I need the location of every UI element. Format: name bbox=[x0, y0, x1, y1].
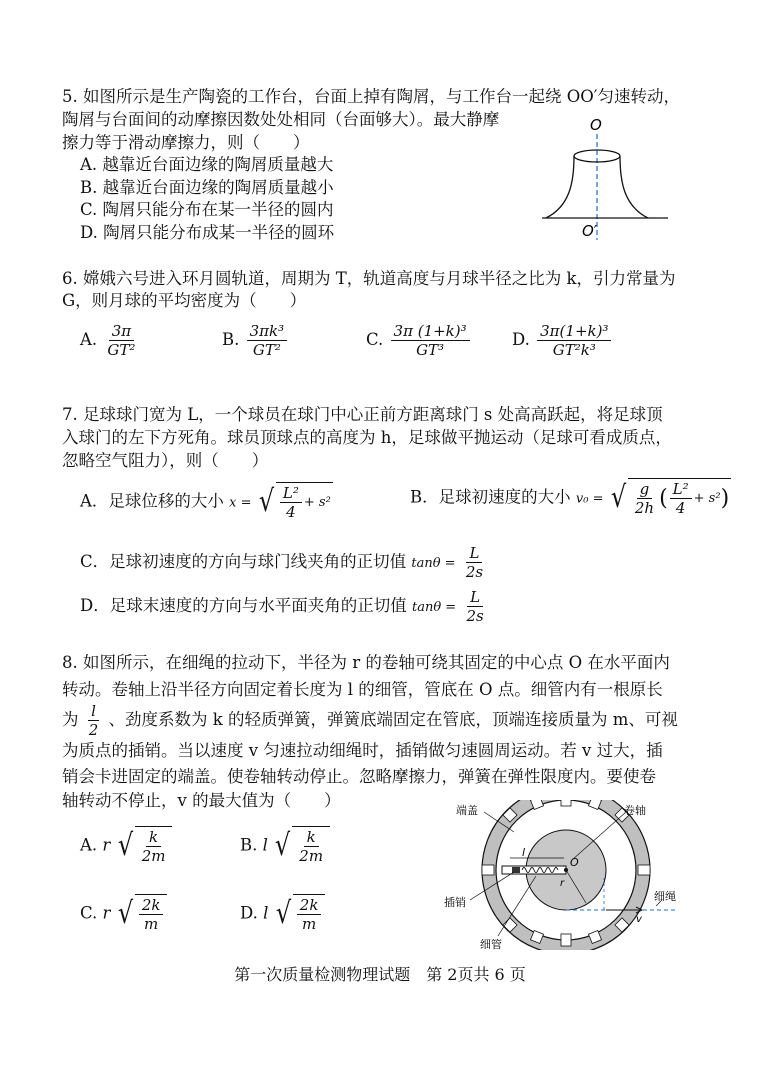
q8-option-b: B. l √ $\frac{k}{2m}$ bbox=[240, 826, 330, 866]
q7-b-frac-den: 4 bbox=[675, 499, 686, 517]
q8-line3-pre: 为 bbox=[62, 710, 79, 729]
q8-fig-r: r bbox=[560, 878, 565, 889]
q8-fig-l: l bbox=[522, 846, 526, 859]
q7-c-den: 2s bbox=[465, 563, 484, 581]
q7-c-num: L bbox=[466, 544, 482, 563]
q6-d-den: GT²k³ bbox=[552, 341, 596, 359]
q8-b-coef: l bbox=[262, 835, 268, 855]
q7-line2: 入球门的左下方死角。球员顶球点的高度为 h，足球做平抛运动（足球可看成质点， bbox=[62, 428, 672, 447]
q7-option-d-lhs: tanθ = bbox=[411, 600, 457, 615]
q8-line3-den: 2 bbox=[88, 721, 99, 739]
q7-option-a-lhs: x = bbox=[229, 495, 252, 511]
q6-option-a-label: A. bbox=[80, 330, 98, 349]
q6-option-c-label: C. bbox=[366, 330, 384, 349]
q6-option-b bbox=[222, 322, 289, 359]
q8-fig-rope-label: 细绳 bbox=[654, 890, 676, 903]
q6-b-num: 3πk³ bbox=[247, 322, 288, 341]
q8-a-den: 2m bbox=[141, 847, 166, 865]
q7-a-plus-s2: + s² bbox=[303, 494, 331, 510]
q8-option-d-label: D. bbox=[240, 903, 258, 923]
q6-a-den: GT² bbox=[107, 341, 136, 359]
q7-b-frac-2h: 2h bbox=[634, 499, 655, 517]
q8-line3-num: l bbox=[88, 702, 99, 721]
q5-figure-label-o: O bbox=[590, 116, 602, 134]
q8-line1: 8. 如图所示，在细绳的拉动下，半径为 r 的卷轴可绕其固定的中心点 O 在水平面内 bbox=[62, 653, 670, 672]
q7-option-a-text: A．足球位移的大小 bbox=[80, 491, 224, 511]
q8-line6: 轴转动不停止，v 的最大值为（ ） bbox=[62, 791, 341, 810]
q5-line2: 陶屑与台面间的动摩擦因数处处相同（台面够大）。最大静摩 bbox=[62, 110, 500, 129]
q8-b-num: k bbox=[304, 828, 319, 847]
q7-option-d-text: D．足球末速度的方向与水平面夹角的正切值 bbox=[80, 596, 407, 615]
q5-option-a: A. 越靠近台面边缘的陶屑质量越大 bbox=[80, 155, 334, 174]
q7-option-c bbox=[80, 544, 488, 581]
q8-figure-spool bbox=[440, 800, 700, 950]
q6-a-num: 3π bbox=[109, 322, 134, 341]
q8-c-coef: r bbox=[102, 903, 111, 923]
q6-option-d-label: D. bbox=[512, 330, 530, 349]
q6-line1: 6. 嫦娥六号进入环月圆轨道，周期为 T，轨道高度与月球半径之比为 k，引力常量为 bbox=[62, 269, 676, 288]
q7-line3: 忽略空气阻力），则（ ） bbox=[62, 451, 269, 470]
q8-fig-spool-label: 卷轴 bbox=[624, 804, 646, 817]
q6-option-b-label: B. bbox=[222, 330, 240, 349]
q6-line2: G，则月球的平均密度为（ ） bbox=[62, 291, 307, 310]
q5-line1: 5. 如图所示是生产陶瓷的工作台，台面上掉有陶屑，与工作台一起绕 OO′匀速转动， bbox=[62, 87, 681, 106]
q7-b-plus-s2: + s² bbox=[693, 490, 721, 506]
q8-line2: 转动。卷轴上沿半径方向固定着长度为 l 的细管，管底在 O 点。细管内有一根原长 bbox=[62, 680, 663, 699]
q7-line1: 7. 足球球门宽为 L，一个球员在球门中心正前方距离球门 s 处高高跃起，将足球顶 bbox=[62, 405, 663, 424]
q8-fig-end-cap-label: 端盖 bbox=[456, 804, 478, 817]
q7-option-d bbox=[80, 588, 489, 625]
q8-b-den: 2m bbox=[299, 847, 324, 865]
q7-a-frac-num: L² bbox=[280, 484, 302, 503]
q7-option-b-lhs: v₀ = bbox=[575, 491, 604, 507]
q5-line3: 擦力等于滑动摩擦力，则（ ） bbox=[62, 133, 310, 152]
q5-figure-turntable bbox=[540, 112, 680, 242]
q8-option-c: C. r √ $\frac{2k}{m}$ bbox=[80, 894, 167, 934]
q7-d-num: L bbox=[467, 588, 483, 607]
page-footer: 第一次质量检测物理试题 第 2页共 6 页 bbox=[234, 965, 526, 984]
q7-option-b bbox=[410, 478, 731, 518]
q8-fig-v: v bbox=[636, 914, 642, 925]
q8-option-a-label: A. bbox=[80, 835, 98, 855]
q8-fig-tube-label: 细管 bbox=[480, 938, 502, 950]
q8-line3 bbox=[62, 702, 678, 739]
q7-option-c-text: C．足球初速度的方向与球门线夹角的正切值 bbox=[80, 552, 407, 571]
q8-c-num: 2k bbox=[139, 896, 164, 915]
q8-c-den: m bbox=[144, 915, 159, 933]
q8-option-a: A. r √ $\frac{k}{2m}$ bbox=[80, 826, 172, 866]
q8-a-coef: r bbox=[102, 835, 111, 855]
q7-b-frac-g: g bbox=[637, 480, 653, 499]
q7-option-c-lhs: tanθ = bbox=[411, 556, 456, 571]
q8-line5: 销会卡进固定的端盖。使卷轴转动停止。忽略摩擦力，弹簧在弹性限度内。要使卷 bbox=[62, 767, 656, 786]
q7-option-a bbox=[80, 482, 333, 522]
q8-option-c-label: C. bbox=[80, 903, 98, 923]
q7-b-frac-num: L² bbox=[670, 480, 692, 499]
q6-d-num: 3π(1+k)³ bbox=[537, 322, 611, 341]
q7-option-b-text: B．足球初速度的大小 bbox=[410, 487, 571, 507]
q6-option-c bbox=[366, 322, 472, 359]
q8-d-den: m bbox=[302, 915, 317, 933]
q6-option-a bbox=[80, 322, 140, 359]
q5-option-c: C. 陶屑只能分布在某一半径的圆内 bbox=[80, 200, 334, 219]
q8-option-d: D. l √ $\frac{2k}{m}$ bbox=[240, 894, 325, 934]
q5-option-d: D. 陶屑只能分布成某一半径的圆环 bbox=[80, 223, 335, 242]
q8-line3-post: 、劲度系数为 k 的轻质弹簧，弹簧底端固定在管底，顶端连接质量为 m、可视 bbox=[108, 710, 678, 729]
q8-line4: 为质点的插销。当以速度 v 匀速拉动细绳时，插销做匀速圆周运动。若 v 过大，插 bbox=[62, 741, 663, 760]
q8-fig-pin-label: 插销 bbox=[444, 896, 466, 909]
q8-fig-O: O bbox=[570, 856, 579, 869]
q8-a-num: k bbox=[146, 828, 161, 847]
q6-c-num: 3π (1+k)³ bbox=[391, 322, 470, 341]
q8-d-num: 2k bbox=[297, 896, 322, 915]
q6-option-d bbox=[512, 322, 613, 359]
q7-option-a-sqrt: √ $\frac{\text{L²}}{4}$ + s² bbox=[258, 484, 331, 521]
q7-option-b-sqrt: √ $\frac{g}{2h}$ ( $\frac{\text{L²}}{4}$ + s² ) bbox=[610, 480, 730, 517]
q8-d-coef: l bbox=[263, 903, 269, 923]
q7-a-frac-den: 4 bbox=[286, 503, 296, 521]
q6-b-den: GT² bbox=[252, 341, 281, 359]
q5-figure-label-o-prime: O′ bbox=[582, 222, 598, 240]
q8-option-b-label: B. bbox=[240, 835, 258, 855]
q7-d-den: 2s bbox=[466, 607, 484, 625]
q6-c-den: GT³ bbox=[416, 341, 445, 359]
q5-option-b: B. 越靠近台面边缘的陶屑质量越小 bbox=[80, 178, 334, 197]
